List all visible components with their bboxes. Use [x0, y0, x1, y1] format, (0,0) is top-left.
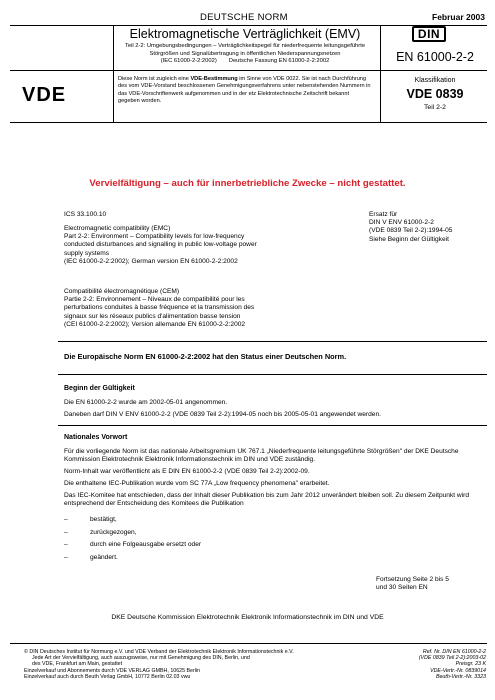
replacement-line: Siehe Beginn der Gültigkeit [369, 235, 449, 243]
document-subtitle [118, 43, 372, 66]
reference-line: VDE-Vertr.-Nr. 0839014 [430, 667, 486, 674]
title-rule [10, 70, 487, 71]
copyright-notice [24, 649, 354, 680]
continuation-line: Fortsetzung Seite 2 bis 5 [376, 576, 449, 583]
subtitle-iec-ref: (IEC 61000-2-2:2002) [160, 58, 217, 65]
status-rule-bottom [58, 374, 487, 375]
english-line: (IEC 61000-2-2:2002); German version EN 61000-2-2:2002 [64, 257, 238, 265]
french-line: perturbations conduites à basse fréquence et la transmission des [64, 304, 255, 312]
english-description [64, 225, 334, 266]
committee-name: DKE Deutsche Kommission Elektrotechnik Elektronik Informationstechnik im DIN und VDE [111, 614, 384, 621]
reference-line: Ref. Nr. DIN EN 61000-2-2 [422, 649, 486, 655]
vde-logo: VDE [22, 84, 67, 106]
replacement-line: (VDE 0839 Teil 2-2):1994-05 [369, 227, 453, 235]
french-line: Partie 2-2: Environnement – Niveaux de compatibilité pour les [64, 296, 245, 304]
english-line: Part 2-2: Environment – Compatibility levels for low-frequency [64, 233, 245, 241]
continuation-note [376, 576, 486, 592]
list-item [64, 529, 464, 542]
list-item-text: bestätigt, [90, 516, 117, 523]
list-bullet: – [64, 553, 68, 561]
subtitle-line: Teil 2-2: Umgebungsbedingungen – Verträglichkeitspegel für niederfrequente leitungsgeführte [124, 43, 366, 49]
list-item-text: durch eine Folgeausgabe ersetzt oder [90, 541, 202, 548]
right-divider [380, 25, 381, 122]
foreword-paragraph: Die enthaltene IEC-Publikation wurde vom SC 77A „Low frequency phenomena" erarbeitet. [64, 480, 330, 487]
reproduction-warning: Vervielfältigung – auch für innerbetriebliche Zwecke – nicht gestattet. [89, 178, 406, 189]
classification-number: VDE 0839 [406, 87, 464, 101]
reference-line: (VDE 0839 Teil 2-2):2003-02 [418, 655, 486, 662]
continuation-line: und 30 Seiten EN [376, 584, 428, 592]
english-line: conducted disturbances and signalling in public low-voltage power [64, 241, 257, 249]
classification-label: Klassifikation [414, 77, 456, 84]
list-bullet: – [64, 541, 68, 548]
replacement-line: Ersatz für [369, 211, 398, 218]
french-line: Compatibilité électromagnétique (CEM) [64, 288, 180, 295]
status-rule-top [58, 341, 487, 342]
reference-numbers [380, 649, 486, 680]
english-line: supply systems [64, 249, 110, 257]
publication-date: Februar 2003 [432, 12, 485, 22]
foreword-paragraph: Für die vorliegende Norm ist das nationale Arbeitsgremium UK 767.1 „Niederfrequente leitungsgeführte Störgrößen" der DKE Deutsche Kommission Elektrotechnik Elektronik Informationstechnik im DIN und VDE zuständig. [64, 448, 459, 464]
status-statement: Die Europäische Norm EN 61000-2-2:2002 hat den Status einer Deutschen Norm. [64, 352, 347, 361]
english-line: Electromagnetic compatibility (EMC) [64, 225, 171, 232]
ics-code: ICS 33.100.10 [64, 211, 107, 218]
vde-notice-bold: VDE-Bestimmung [190, 76, 238, 82]
copyright-line: Einzelverkauf auch durch Beuth Verlag GmbH, 10772 Berlin 02.03 vwu [24, 673, 191, 680]
copyright-line: des VDE, Frankfurt am Main, gestattet [32, 661, 123, 668]
foreword-list [64, 516, 464, 566]
subtitle-line: Störgrößen und Signalübertragung in öffentlichen Niederspannungsnetzen [149, 50, 341, 57]
foreword-paragraph: Das IEC-Komitee hat entschieden, dass der Inhalt dieser Publikation bis zum Jahr 2012 unverändert bleiben soll. Zu diesem Zeitpunkt wird entsprechend der Entscheidung des Komitees die Publikation [64, 492, 469, 508]
din-logo: DIN [412, 26, 446, 42]
list-item [64, 516, 464, 529]
french-line: (CEI 61000-2-2:2002); Version allemande EN 61000-2-2:2002 [64, 320, 246, 328]
classification-part: Teil 2-2 [424, 104, 446, 111]
list-bullet: – [64, 528, 68, 536]
foreword-heading: Nationales Vorwort [64, 434, 128, 441]
reference-line: Preisgr. 23 K [455, 661, 486, 668]
validity-heading: Beginn der Gültigkeit [64, 385, 135, 392]
subtitle-german-version: Deutsche Fassung EN 61000-2-2:2002 [228, 58, 330, 65]
classification-rule [10, 122, 487, 123]
copyright-line: Einzelverkauf und Abonnements durch VDE VERLAG GMBH, 10625 Berlin [24, 667, 201, 674]
validity-line: Die EN 61000-2-2 wurde am 2002-05-01 angenommen. [64, 399, 228, 406]
document-number: EN 61000-2-2 [396, 50, 474, 64]
french-line: signaux sur les réseaux publics d'alimentation basse tension [64, 312, 241, 320]
list-item [64, 541, 464, 554]
validity-rule [58, 425, 487, 426]
copyright-line: Jede Art der Vervielfältigung, auch auszugsweise, nur mit Genehmigung des DIN, Berlin, und [32, 655, 250, 662]
replacement-info [369, 211, 489, 244]
list-item-text: geändert. [90, 553, 118, 561]
french-description [64, 288, 334, 329]
subtitle-row [118, 58, 372, 66]
list-bullet: – [64, 516, 68, 523]
vde-notice-prefix: Diese Norm ist zugleich eine [118, 76, 191, 82]
foreword-paragraph: Norm-Inhalt war veröffentlicht als E DIN EN 61000-2-2 (VDE 0839 Teil 2-2):2002-09. [64, 468, 310, 475]
replacement-line: DIN V ENV 61000-2-2 [369, 219, 434, 227]
norm-label: DEUTSCHE NORM [200, 12, 288, 23]
reference-line: Beuth-Vertr.-Nr. 3323 [435, 673, 486, 680]
left-divider [113, 25, 114, 122]
vde-notice-rest: im Sinne von VDE 0022. Sie ist nach Durchführung des vom VDE-Vorstand beschlossenen Genehmigungsverfahrens unter nebenstehenden Nummern in das VDE-Vorschriftenwerk aufgenommen und in der etz Elektrotechnische Zeitschrift bekannt gegeben worden. [118, 76, 371, 104]
list-item [64, 554, 464, 567]
list-item-text: zurückgezogen, [90, 528, 137, 536]
validity-line: Daneben darf DIN V ENV 61000-2-2 (VDE 0839 Teil 2-2):1994-05 noch bis 2005-05-01 angewendet werden. [64, 411, 381, 418]
footer-rule [10, 643, 487, 644]
document-title: Elektromagnetische Verträglichkeit (EMV) [129, 27, 361, 41]
vde-notice [118, 76, 372, 105]
copyright-line: © DIN Deutsches Institut für Normung e.V. und VDE Verband der Elektrotechnik Elektronik Informationstechnik e.V. [24, 649, 294, 655]
